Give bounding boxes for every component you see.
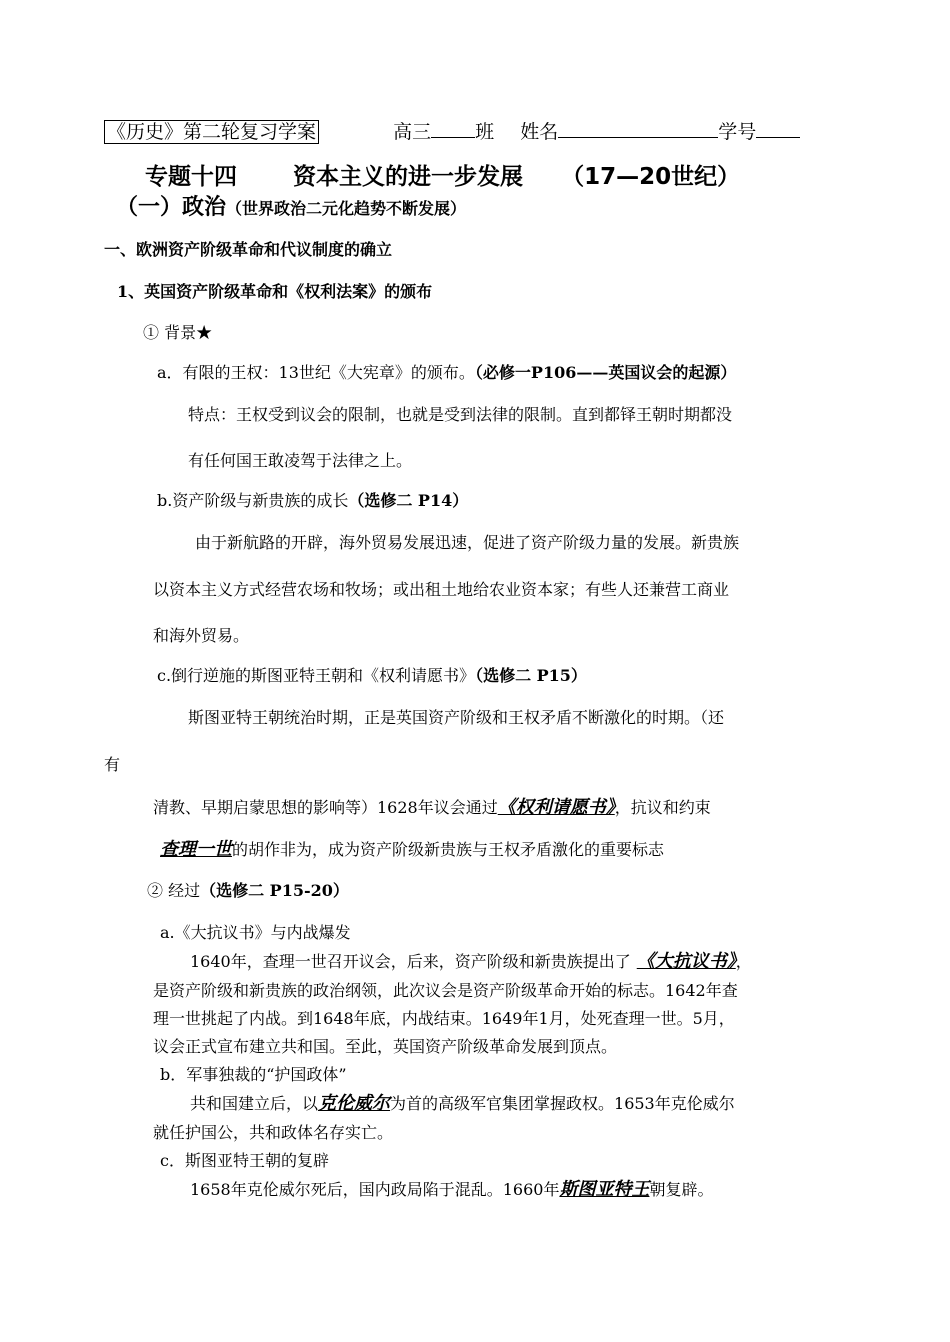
title-period: （17—20世纪） xyxy=(561,164,741,190)
text-segment: 清教、早期启蒙思想的影响等）1628年议会通过 xyxy=(153,798,498,817)
background-b-body-3: 和海外贸易。 xyxy=(153,626,250,645)
text-segment: 共和国建立后，以 xyxy=(190,1094,319,1113)
name-blank[interactable] xyxy=(558,121,718,138)
grade-label: 高三 xyxy=(393,121,432,143)
text-segment: 为首的高级军官集团掌握政权。1653年克伦威尔 xyxy=(390,1094,735,1113)
key-term-remonstrance: 《大抗议书》 xyxy=(636,951,736,972)
name-label: 姓名 xyxy=(520,121,559,143)
page-title xyxy=(145,163,740,191)
process-c: c．斯图亚特王朝的复辟 xyxy=(160,1151,329,1170)
class-blank[interactable] xyxy=(431,121,475,138)
worksheet-header xyxy=(104,121,800,142)
process-b: b．军事独裁的“护国政体” xyxy=(160,1065,347,1084)
background-c-body-2: 有 xyxy=(104,755,121,774)
process-a-body-2: 是资产阶级和新贵族的政治纲领，此次议会是资产阶级革命开始的标志。1642年查 xyxy=(153,981,738,1000)
text-segment: 1640年，查理一世召开议会，后来，资产阶级和新贵族提出了 xyxy=(190,952,631,971)
text-segment: ，抗议和约束 xyxy=(614,798,711,817)
background-a-text: a．有限的王权：13世纪《大宪章》的颁布。 xyxy=(157,363,475,382)
process-b-body-2: 就任护国公，共和政体名存实亡。 xyxy=(153,1123,394,1142)
background-b-ref: （选修二 P14） xyxy=(348,491,469,510)
part-heading: 一、欧洲资产阶级革命和代议制度的确立 xyxy=(104,240,393,259)
background-b xyxy=(157,491,468,511)
background-a-body-2: 有任何国王敢凌驾于法律之上。 xyxy=(188,451,413,470)
text-segment: 的胡作非为，成为资产阶级新贵族与王权矛盾激化的重要标志 xyxy=(232,840,665,859)
class-label: 班 xyxy=(475,121,495,143)
background-b-text: b.资产阶级与新贵族的成长 xyxy=(157,491,349,510)
id-label: 学号 xyxy=(718,121,757,143)
process-a-body-3: 理一世挑起了内战。到1648年底，内战结束。1649年1月，处死查理一世。5月， xyxy=(153,1009,735,1028)
text-segment: 1658年克伦威尔死后，国内政局陷于混乱。1660年 xyxy=(190,1180,560,1199)
course-box: 《历史》第二轮复习学案 xyxy=(104,120,319,144)
text-segment: ， xyxy=(735,952,752,971)
background-c-ref: （选修二 P15） xyxy=(475,666,587,685)
process-a: a.《大抗议书》与内战爆发 xyxy=(160,923,351,942)
process-c-body-1 xyxy=(190,1179,713,1201)
item-heading: 1、英国资产阶级革命和《权利法案》的颁布 xyxy=(117,282,433,301)
background-c xyxy=(157,666,587,686)
section-title: （一）政治 xyxy=(116,195,227,220)
key-term-cromwell: 克伦威尔 xyxy=(318,1093,391,1114)
background-c-text: c.倒行逆施的斯图亚特王朝和《权利请愿书》 xyxy=(157,666,476,685)
text-segment: 朝复辟。 xyxy=(649,1180,714,1199)
section-subtitle: （世界政治二元化趋势不断发展） xyxy=(226,199,467,218)
section-heading xyxy=(116,195,466,222)
background-c-body-1: 斯图亚特王朝统治时期，正是英国资产阶级和王权矛盾不断激化的时期。（还 xyxy=(188,708,725,727)
title-subject: 资本主义的进一步发展 xyxy=(293,164,524,190)
process-a-body-4: 议会正式宣布建立共和国。至此，英国资产阶级革命发展到顶点。 xyxy=(153,1037,618,1056)
background-b-body-1: 由于新航路的开辟，海外贸易发展迅速，促进了资产阶级力量的发展。新贵族 xyxy=(195,533,740,552)
background-a-body-1: 特点：王权受到议会的限制，也就是受到法律的限制。直到都铎王朝时期都没 xyxy=(188,405,733,424)
key-term-stuart: 斯图亚特王 xyxy=(559,1179,650,1200)
background-b-body-2: 以资本主义方式经营农场和牧场；或出租土地给农业资本家；有些人还兼营工商业 xyxy=(153,580,730,599)
title-topic: 专题十四 xyxy=(145,164,237,190)
process-heading-text: ② 经过 xyxy=(147,881,201,900)
process-b-body-1 xyxy=(190,1093,735,1115)
background-c-body-3 xyxy=(153,797,711,819)
background-a xyxy=(157,363,736,383)
process-heading xyxy=(147,881,349,901)
key-term-petition: 《权利请愿书》 xyxy=(497,797,615,818)
background-c-body-4 xyxy=(160,839,664,861)
process-ref: （选修二 P15-20） xyxy=(200,881,349,900)
process-a-body-1 xyxy=(190,951,752,973)
background-a-ref: （必修一P106——英国议会的起源） xyxy=(474,363,737,382)
background-heading: ① 背景★ xyxy=(143,323,213,342)
id-blank[interactable] xyxy=(756,121,800,138)
key-term-charles: 查理一世 xyxy=(160,839,232,860)
